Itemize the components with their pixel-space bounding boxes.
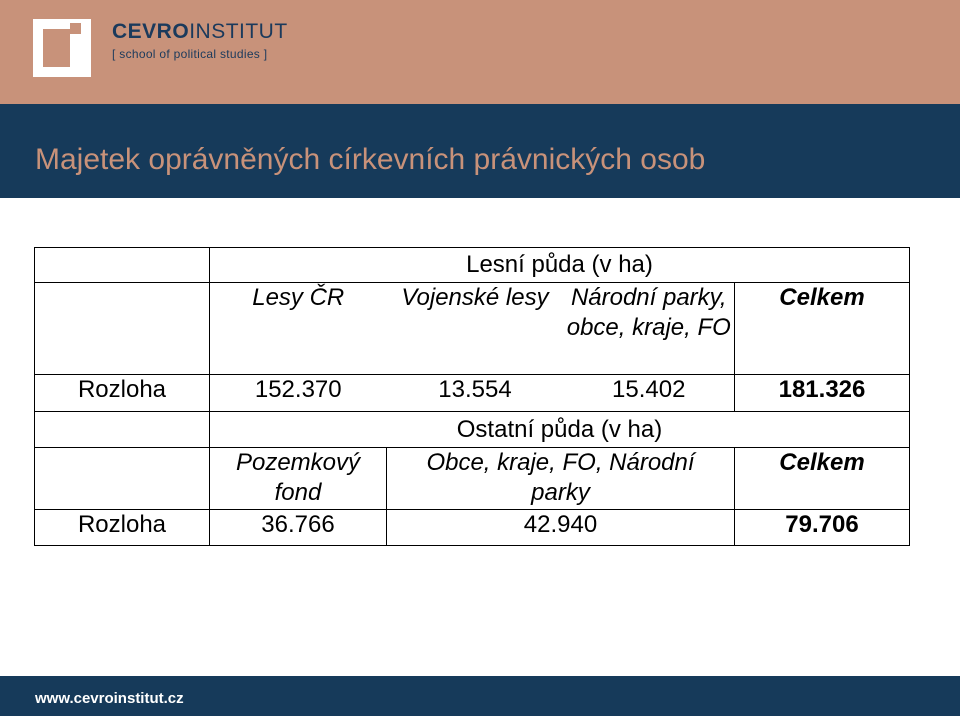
value-celkem-2: 79.706 bbox=[735, 510, 910, 546]
value-vojenske-lesy: 13.554 bbox=[387, 375, 564, 412]
land-table bbox=[34, 247, 910, 546]
column-lesy-cr: Lesy ČR bbox=[210, 283, 387, 375]
value-celkem: 181.326 bbox=[735, 375, 910, 412]
brand-tagline: [ school of political studies ] bbox=[112, 47, 268, 61]
column-pozemkovy-fond: Pozemkový fond bbox=[210, 448, 387, 510]
forest-group-header: Lesní půda (v ha) bbox=[210, 248, 910, 283]
table-row bbox=[35, 412, 910, 448]
row-label-rozloha: Rozloha bbox=[35, 375, 210, 412]
column-narodni-parky: Národní parky, obce, kraje, FO bbox=[564, 283, 735, 375]
empty-cell bbox=[35, 412, 210, 448]
page-title: Majetek oprávněných církevních právnických osob bbox=[35, 143, 706, 176]
cevro-logo-icon bbox=[33, 19, 91, 77]
row-label-rozloha-2: Rozloha bbox=[35, 510, 210, 546]
table-row bbox=[35, 248, 910, 283]
empty-cell bbox=[35, 283, 210, 375]
table-row bbox=[35, 448, 910, 510]
table-row bbox=[35, 375, 910, 412]
value-obce-kraje: 42.940 bbox=[387, 510, 735, 546]
other-group-header: Ostatní půda (v ha) bbox=[210, 412, 910, 448]
column-celkem: Celkem bbox=[735, 283, 910, 375]
column-celkem-2: Celkem bbox=[735, 448, 910, 510]
value-pozemkovy-fond: 36.766 bbox=[210, 510, 387, 546]
table-row bbox=[35, 510, 910, 546]
brand-name: CEVROINSTITUT bbox=[112, 20, 288, 43]
value-lesy-cr: 152.370 bbox=[210, 375, 387, 412]
column-obce-kraje: Obce, kraje, FO, Národní parky bbox=[387, 448, 735, 510]
table-row bbox=[35, 283, 910, 375]
empty-cell bbox=[35, 448, 210, 510]
footer-url[interactable]: www.cevroinstitut.cz bbox=[35, 690, 184, 707]
empty-cell bbox=[35, 248, 210, 283]
column-vojenske-lesy: Vojenské lesy bbox=[387, 283, 564, 375]
value-narodni-parky: 15.402 bbox=[564, 375, 735, 412]
